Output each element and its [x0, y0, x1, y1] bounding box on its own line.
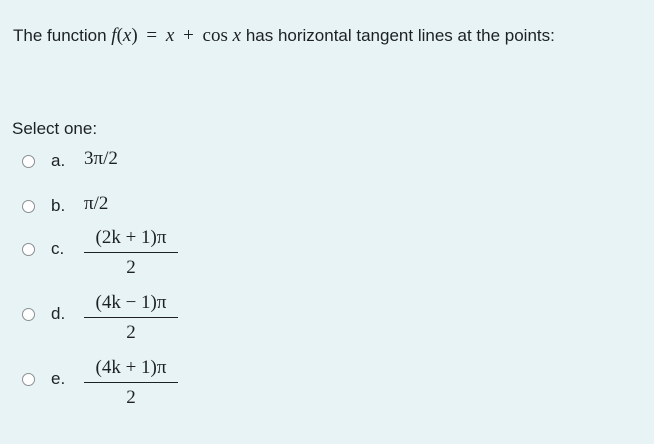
radio-button[interactable] — [22, 373, 35, 386]
fraction-denominator: 2 — [126, 322, 136, 343]
option-letter: d. — [51, 304, 66, 323]
option-fraction — [84, 289, 178, 346]
function-expression: f(x) = x + cos x — [111, 25, 242, 46]
option-letter: b. — [51, 196, 66, 215]
select-one-label: Select one: — [12, 119, 98, 138]
option-answer: 3π/2 — [84, 148, 118, 169]
fraction-denominator: 2 — [126, 387, 136, 408]
option-letter: e. — [51, 369, 66, 388]
fraction-numerator: (4k − 1)π — [95, 292, 167, 313]
fraction-denominator: 2 — [126, 257, 136, 278]
question-text — [13, 22, 555, 50]
radio-button[interactable] — [22, 308, 35, 321]
option-letter: a. — [51, 151, 66, 170]
fraction-numerator: (2k + 1)π — [95, 227, 167, 248]
option-fraction — [84, 224, 178, 281]
fraction-numerator: (4k + 1)π — [95, 357, 167, 378]
radio-button[interactable] — [22, 243, 35, 256]
option-answer: π/2 — [84, 193, 109, 214]
radio-button[interactable] — [22, 155, 35, 168]
question-intro: The function — [13, 26, 107, 45]
option-letter: c. — [51, 239, 65, 258]
radio-button[interactable] — [22, 200, 35, 213]
option-fraction — [84, 354, 178, 411]
question-outro: has horizontal tangent lines at the points: — [245, 26, 555, 45]
